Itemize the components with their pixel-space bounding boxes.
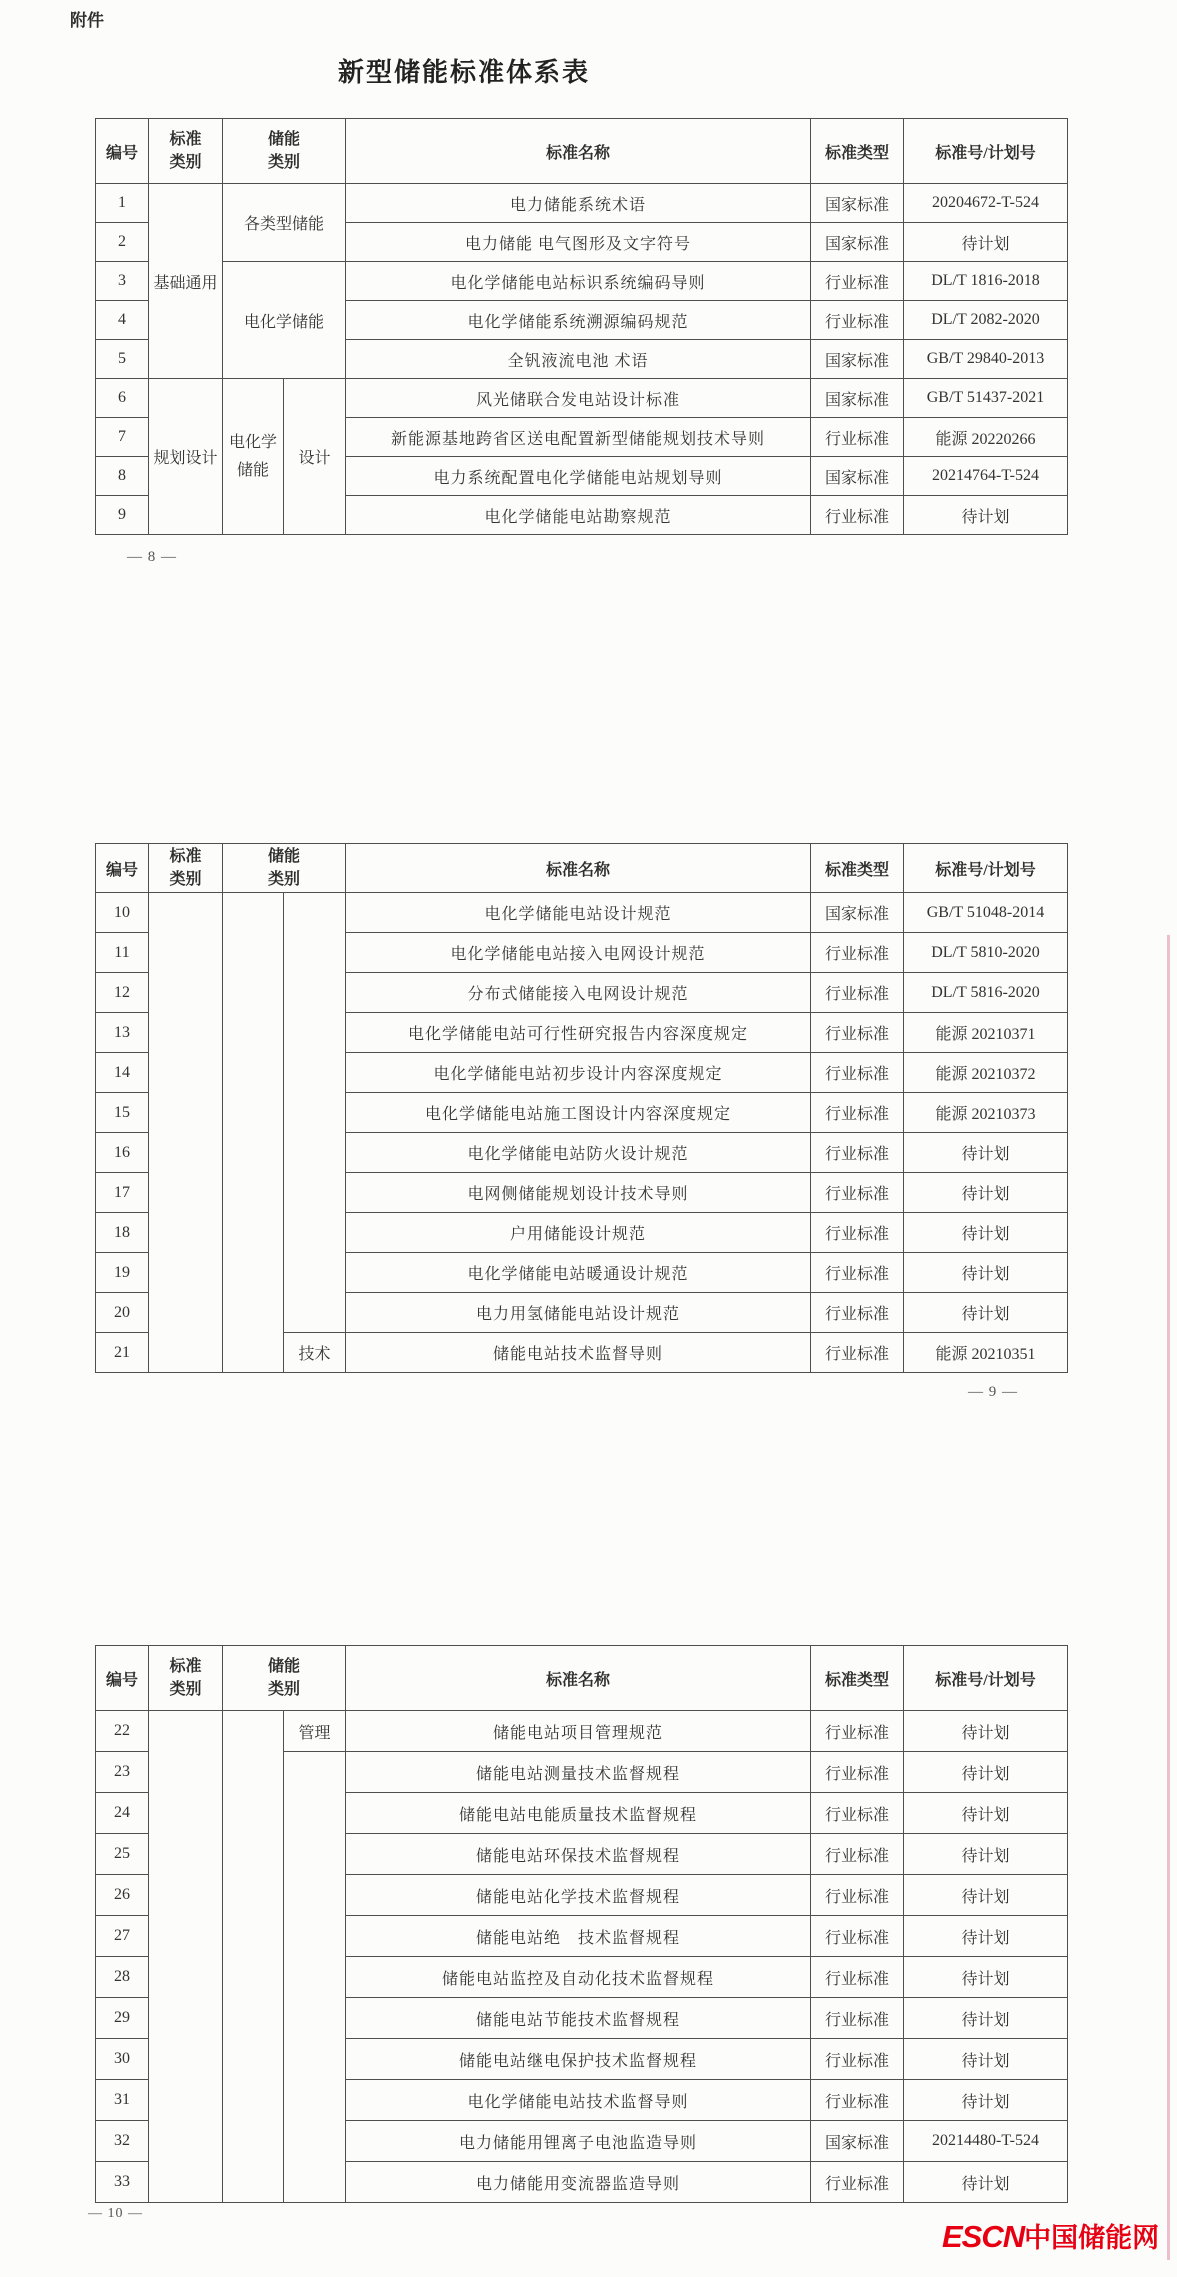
header-no: 编号 [96, 844, 149, 893]
logo-latin-text: ESCN [942, 2219, 1025, 2254]
page-number-9: — 9 — [968, 1384, 1018, 1400]
standard-type-cell: 行业标准 [811, 2162, 904, 2203]
row-number-cell: 7 [96, 418, 149, 457]
row-number-cell: 6 [96, 379, 149, 418]
standard-name-cell: 电化学储能电站勘察规范 [346, 496, 811, 535]
header-standard-number: 标准号/计划号 [904, 119, 1068, 184]
standard-name-cell: 储能电站测量技术监督规程 [346, 1752, 811, 1793]
row-number-cell: 15 [96, 1093, 149, 1133]
standard-type-cell: 行业标准 [811, 1834, 904, 1875]
standard-name-cell: 电力储能 电气图形及文字符号 [346, 223, 811, 262]
scan-artifact-line [1167, 935, 1170, 2260]
standard-type-cell: 行业标准 [811, 933, 904, 973]
header-no: 编号 [96, 119, 149, 184]
row-number-cell: 30 [96, 2039, 149, 2080]
header-category-label: 标准类别 [169, 1657, 202, 1698]
standard-name-cell: 电网侧储能规划设计技术导则 [346, 1173, 811, 1213]
header-category [149, 1646, 223, 1711]
row-number-cell: 9 [96, 496, 149, 535]
row-number-cell: 32 [96, 2121, 149, 2162]
table-row [96, 184, 1068, 223]
row-number-cell: 22 [96, 1711, 149, 1752]
standard-name-cell: 电化学储能电站设计规范 [346, 893, 811, 933]
standard-name-cell: 全钒液流电池 术语 [346, 340, 811, 379]
header-standard-number: 标准号/计划号 [904, 844, 1068, 893]
standard-name-cell: 电化学储能电站暖通设计规范 [346, 1253, 811, 1293]
category-cell-empty [149, 1711, 223, 2203]
table-header-row [96, 119, 1068, 184]
standard-number-cell: 待计划 [904, 1293, 1068, 1333]
standard-name-cell: 电力储能用变流器监造导则 [346, 2162, 811, 2203]
standard-type-cell: 行业标准 [811, 1013, 904, 1053]
standard-type-cell: 行业标准 [811, 1173, 904, 1213]
standard-number-cell: 待计划 [904, 1793, 1068, 1834]
row-number-cell: 11 [96, 933, 149, 973]
header-standard-type: 标准类型 [811, 119, 904, 184]
standard-type-cell: 国家标准 [811, 223, 904, 262]
row-number-cell: 1 [96, 184, 149, 223]
standard-type-cell: 行业标准 [811, 1053, 904, 1093]
standards-table-page-10 [95, 1645, 1068, 2203]
header-storage-type [223, 1646, 346, 1711]
row-number-cell: 13 [96, 1013, 149, 1053]
storage-type-cell-all-types: 各类型储能 [223, 184, 346, 262]
header-standard-name: 标准名称 [346, 119, 811, 184]
standard-type-cell: 行业标准 [811, 1711, 904, 1752]
standard-type-cell: 行业标准 [811, 1093, 904, 1133]
standard-name-cell: 储能电站监控及自动化技术监督规程 [346, 1957, 811, 1998]
standard-name-cell: 电力系统配置电化学储能电站规划导则 [346, 457, 811, 496]
table-row [96, 379, 1068, 418]
standard-number-cell: 待计划 [904, 496, 1068, 535]
standard-name-cell: 电化学储能电站施工图设计内容深度规定 [346, 1093, 811, 1133]
header-storage-type [223, 119, 346, 184]
header-category [149, 119, 223, 184]
standard-type-cell: 国家标准 [811, 184, 904, 223]
row-number-cell: 33 [96, 2162, 149, 2203]
logo-cjk-text: 中国储能网 [1024, 2223, 1160, 2253]
standard-type-cell: 行业标准 [811, 1253, 904, 1293]
row-number-cell: 21 [96, 1333, 149, 1373]
standard-name-cell: 电化学储能电站技术监督导则 [346, 2080, 811, 2121]
table-row [96, 893, 1068, 933]
row-number-cell: 23 [96, 1752, 149, 1793]
standard-name-cell: 储能电站技术监督导则 [346, 1333, 811, 1373]
standard-number-cell: DL/T 1816-2018 [904, 262, 1068, 301]
subcategory-cell-technology: 技术 [284, 1333, 346, 1373]
row-number-cell: 2 [96, 223, 149, 262]
standard-name-cell: 电化学储能电站接入电网设计规范 [346, 933, 811, 973]
storage-type-cell-electrochemical-vertical: 电化学储能 [223, 379, 284, 535]
subcategory-cell-design: 设计 [284, 379, 346, 535]
header-storage-type-label: 储能类别 [267, 1657, 300, 1698]
standard-number-cell: 待计划 [904, 2039, 1068, 2080]
standard-number-cell: GB/T 51437-2021 [904, 379, 1068, 418]
row-number-cell: 17 [96, 1173, 149, 1213]
standard-number-cell: 能源 20220266 [904, 418, 1068, 457]
standard-type-cell: 行业标准 [811, 2080, 904, 2121]
standard-type-cell: 国家标准 [811, 893, 904, 933]
standard-number-cell: 待计划 [904, 2162, 1068, 2203]
standard-number-cell: DL/T 5810-2020 [904, 933, 1068, 973]
table-row [96, 1711, 1068, 1752]
standard-number-cell: 待计划 [904, 1998, 1068, 2039]
row-number-cell: 5 [96, 340, 149, 379]
standard-number-cell: 20214764-T-524 [904, 457, 1068, 496]
standard-type-cell: 行业标准 [811, 2039, 904, 2080]
standard-type-cell: 行业标准 [811, 262, 904, 301]
subcategory-cell-empty [284, 893, 346, 1333]
standard-type-cell: 行业标准 [811, 1875, 904, 1916]
attachment-label: 附件 [70, 11, 104, 30]
standard-type-cell: 行业标准 [811, 1213, 904, 1253]
standard-number-cell: 待计划 [904, 1711, 1068, 1752]
row-number-cell: 14 [96, 1053, 149, 1093]
header-category-label: 标准类别 [169, 130, 202, 171]
standard-number-cell: 能源 20210373 [904, 1093, 1068, 1133]
standard-name-cell: 电化学储能电站标识系统编码导则 [346, 262, 811, 301]
page-number-8: — 8 — [127, 549, 177, 565]
header-category-label: 标准类别 [169, 848, 202, 889]
standard-name-cell: 电力储能系统术语 [346, 184, 811, 223]
subcategory-cell-management: 管理 [284, 1711, 346, 1752]
standard-name-cell: 风光储联合发电站设计标准 [346, 379, 811, 418]
storage-type-cell-electrochemical: 电化学储能 [223, 262, 346, 379]
standard-number-cell: 待计划 [904, 1133, 1068, 1173]
row-number-cell: 29 [96, 1998, 149, 2039]
standard-name-cell: 电化学储能电站初步设计内容深度规定 [346, 1053, 811, 1093]
standard-number-cell: DL/T 5816-2020 [904, 973, 1068, 1013]
standard-number-cell: GB/T 29840-2013 [904, 340, 1068, 379]
standard-type-cell: 行业标准 [811, 973, 904, 1013]
row-number-cell: 8 [96, 457, 149, 496]
standard-name-cell: 储能电站环保技术监督规程 [346, 1834, 811, 1875]
standard-type-cell: 国家标准 [811, 2121, 904, 2162]
standard-number-cell: 20204672-T-524 [904, 184, 1068, 223]
standard-name-cell: 储能电站节能技术监督规程 [346, 1998, 811, 2039]
standard-type-cell: 国家标准 [811, 379, 904, 418]
standard-name-cell: 储能电站项目管理规范 [346, 1711, 811, 1752]
table-header-row [96, 1646, 1068, 1711]
standard-name-cell: 户用储能设计规范 [346, 1213, 811, 1253]
header-no: 编号 [96, 1646, 149, 1711]
standard-number-cell: 待计划 [904, 223, 1068, 262]
standard-type-cell: 行业标准 [811, 1916, 904, 1957]
category-cell-basic-common: 基础通用 [149, 184, 223, 379]
row-number-cell: 25 [96, 1834, 149, 1875]
standard-name-cell: 分布式储能接入电网设计规范 [346, 973, 811, 1013]
standard-type-cell: 行业标准 [811, 1793, 904, 1834]
standard-number-cell: 能源 20210371 [904, 1013, 1068, 1053]
row-number-cell: 16 [96, 1133, 149, 1173]
category-cell-empty [149, 893, 223, 1373]
standard-type-cell: 行业标准 [811, 1998, 904, 2039]
row-number-cell: 12 [96, 973, 149, 1013]
row-number-cell: 31 [96, 2080, 149, 2121]
standard-type-cell: 行业标准 [811, 1957, 904, 1998]
standard-name-cell: 电力用氢储能电站设计规范 [346, 1293, 811, 1333]
standard-type-cell: 行业标准 [811, 1752, 904, 1793]
standard-type-cell: 行业标准 [811, 1293, 904, 1333]
header-standard-type: 标准类型 [811, 844, 904, 893]
standard-number-cell: 待计划 [904, 2080, 1068, 2121]
standard-number-cell: 待计划 [904, 1752, 1068, 1793]
standard-number-cell: 20214480-T-524 [904, 2121, 1068, 2162]
row-number-cell: 27 [96, 1916, 149, 1957]
standard-name-cell: 储能电站继电保护技术监督规程 [346, 2039, 811, 2080]
standards-table-page-8 [95, 118, 1068, 535]
row-number-cell: 24 [96, 1793, 149, 1834]
standard-name-cell: 电化学储能系统溯源编码规范 [346, 301, 811, 340]
standard-name-cell: 电化学储能电站可行性研究报告内容深度规定 [346, 1013, 811, 1053]
row-number-cell: 28 [96, 1957, 149, 1998]
standard-type-cell: 行业标准 [811, 1333, 904, 1373]
header-storage-type-label: 储能类别 [267, 130, 300, 171]
standards-table-page-9 [95, 843, 1068, 1373]
header-storage-type [223, 844, 346, 893]
standard-number-cell: 待计划 [904, 1213, 1068, 1253]
standard-number-cell: 能源 20210372 [904, 1053, 1068, 1093]
standard-type-cell: 行业标准 [811, 301, 904, 340]
header-standard-name: 标准名称 [346, 844, 811, 893]
standard-number-cell: 待计划 [904, 1253, 1068, 1293]
header-standard-number: 标准号/计划号 [904, 1646, 1068, 1711]
standard-name-cell: 电力储能用锂离子电池监造导则 [346, 2121, 811, 2162]
page-number-10: — 10 — [88, 2206, 143, 2221]
row-number-cell: 3 [96, 262, 149, 301]
header-standard-name: 标准名称 [346, 1646, 811, 1711]
standard-type-cell: 国家标准 [811, 457, 904, 496]
standard-number-cell: 待计划 [904, 1173, 1068, 1213]
row-number-cell: 4 [96, 301, 149, 340]
header-storage-type-label: 储能类别 [267, 848, 300, 889]
standard-number-cell: 待计划 [904, 1957, 1068, 1998]
header-standard-type: 标准类型 [811, 1646, 904, 1711]
row-number-cell: 26 [96, 1875, 149, 1916]
header-category [149, 844, 223, 893]
standard-number-cell: 待计划 [904, 1875, 1068, 1916]
row-number-cell: 19 [96, 1253, 149, 1293]
storage-type-cell-empty [223, 893, 284, 1373]
standard-type-cell: 行业标准 [811, 418, 904, 457]
table-header-row [96, 844, 1068, 893]
standard-number-cell: 待计划 [904, 1916, 1068, 1957]
subcategory-cell-empty [284, 1752, 346, 2203]
standard-type-cell: 行业标准 [811, 496, 904, 535]
table-row [96, 262, 1068, 301]
row-number-cell: 20 [96, 1293, 149, 1333]
standard-number-cell: GB/T 51048-2014 [904, 893, 1068, 933]
page-title: 新型储能标准体系表 [338, 57, 591, 87]
standard-name-cell: 储能电站电能质量技术监督规程 [346, 1793, 811, 1834]
standard-number-cell: 能源 20210351 [904, 1333, 1068, 1373]
standard-name-cell: 新能源基地跨省区送电配置新型储能规划技术导则 [346, 418, 811, 457]
standard-number-cell: 待计划 [904, 1834, 1068, 1875]
standard-type-cell: 行业标准 [811, 1133, 904, 1173]
category-cell-planning-design: 规划设计 [149, 379, 223, 535]
standard-number-cell: DL/T 2082-2020 [904, 301, 1068, 340]
standard-name-cell: 储能电站化学技术监督规程 [346, 1875, 811, 1916]
row-number-cell: 18 [96, 1213, 149, 1253]
standard-name-cell: 储能电站绝 技术监督规程 [346, 1916, 811, 1957]
standard-type-cell: 国家标准 [811, 340, 904, 379]
standard-name-cell: 电化学储能电站防火设计规范 [346, 1133, 811, 1173]
storage-type-cell-empty [223, 1711, 284, 2203]
escn-watermark-logo [942, 2216, 1159, 2255]
row-number-cell: 10 [96, 893, 149, 933]
